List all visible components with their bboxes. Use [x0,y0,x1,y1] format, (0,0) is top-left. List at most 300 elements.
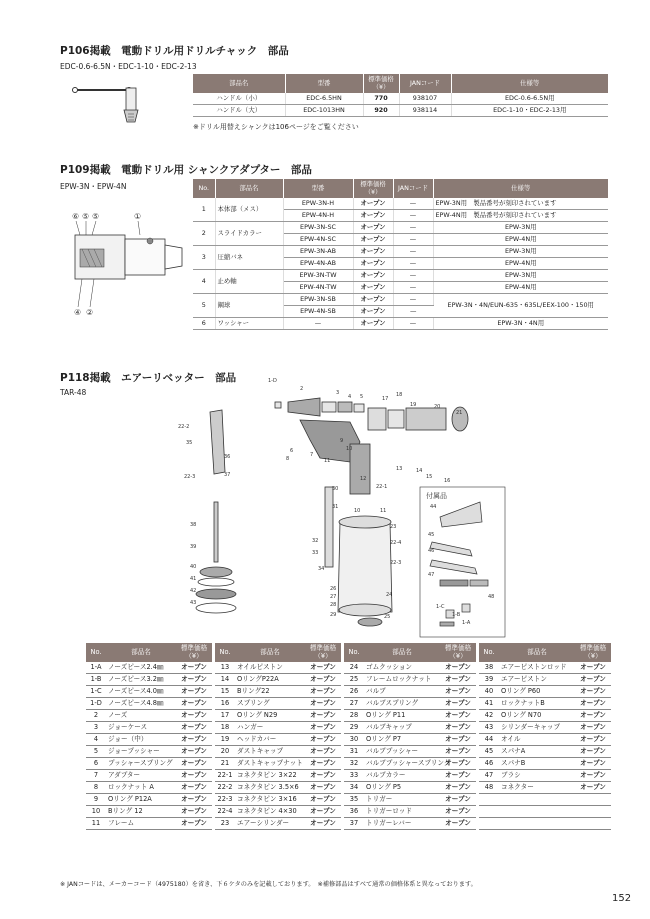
model-number: EPW-3N-SB [283,294,353,306]
part-number: 21 [215,758,235,770]
part-name [499,818,575,830]
part-number: 1-D [86,698,106,710]
diagram-label: 19 [410,402,417,408]
adapter-label-6: ⑥ [72,212,80,221]
part-name: OリングP22A [235,674,305,686]
price: オープン [575,758,611,770]
part-number: 22-3 [215,794,235,806]
part-name: ロックナットB [499,698,575,710]
part-name: シリンダーキャップ [499,722,575,734]
diagram-label: 26 [330,586,337,592]
part-number: 11 [86,818,106,830]
diagram-label: 30 [332,486,339,492]
part-name: ノーズピース4.0㎜ [106,686,176,698]
part-name: Oリング N29 [235,710,305,722]
part-number: 5 [193,294,215,318]
table-row [193,246,608,258]
table-cell: ハンドル（大） [193,105,285,117]
diagram-label: 20 [434,404,441,410]
price: オープン [575,698,611,710]
table-cell: EDC-6.5HN [285,93,363,105]
part-number: 34 [344,782,364,794]
column-header: 標準価格 （¥） [353,179,393,198]
price: オープン [353,258,393,270]
price: オープン [176,770,212,782]
part-number: 5 [86,746,106,758]
price: オープン [440,710,476,722]
model-number: — [283,318,353,330]
part-number: 1 [193,198,215,222]
price: オープン [575,770,611,782]
diagram-label: 16 [444,478,451,484]
column-header: 部品名 [193,74,285,93]
price [575,794,611,806]
table-row [193,93,608,105]
diagram-label: 15 [426,474,433,480]
section1-subtitle: EDC-0.6-6.5N・EDC-1-10・EDC-2-13 [60,62,197,71]
part-name: ロックナット A [106,782,176,794]
price: オープン [575,782,611,794]
jan-code: — [393,198,433,210]
price: オープン [575,710,611,722]
table-cell: EDC-1-10・EDC-2-13用 [451,105,608,117]
diagram-label: 6 [290,448,294,454]
price: オープン [305,698,341,710]
table-row [86,782,611,794]
diagram-label: 27 [330,594,337,600]
column-header: 部品名 [364,643,440,662]
spec: EPW-3N・4N用 [433,318,608,330]
price: オープン [353,222,393,234]
column-header: 型番 [285,74,363,93]
part-number: 22-2 [215,782,235,794]
price: オープン [305,686,341,698]
jan-code: — [393,258,433,270]
table-row [86,662,611,674]
price: オープン [305,746,341,758]
diagram-label: 13 [396,466,403,472]
spec: EPW-4N用 [433,234,608,246]
diagram-label: 22-4 [390,540,402,546]
diagram-label: 35 [186,440,193,446]
part-name: トリガー [364,794,440,806]
price: オープン [440,686,476,698]
part-number: 39 [479,674,499,686]
air-riveter-exploded-diagram [170,372,510,637]
diagram-label: 17 [382,396,389,402]
model-number: EPW-4N-SC [283,234,353,246]
part-name: スプリング [235,698,305,710]
model-number: EPW-4N-H [283,210,353,222]
part-name: ブラシ [499,770,575,782]
part-number: 40 [479,686,499,698]
price: オープン [176,662,212,674]
diagram-label: 3 [336,390,340,396]
drill-chuck-handle-illustration [72,78,172,138]
part-name: スパナA [499,746,575,758]
column-header: No. [344,643,364,662]
part-number: 38 [479,662,499,674]
price: オープン [575,722,611,734]
price: オープン [353,198,393,210]
part-number: 28 [344,710,364,722]
diagram-label: 22-1 [376,484,388,490]
spec: EPW-3N用 [433,222,608,234]
diagram-label: 21 [456,410,463,416]
part-number: 1-B [86,674,106,686]
part-name: バルブスプリング [364,698,440,710]
section2-subtitle: EPW-3N・EPW-4N [60,182,127,191]
table-row [86,758,611,770]
diagram-label: 42 [190,588,197,594]
price: オープン [440,662,476,674]
diagram-label: 41 [190,576,197,582]
part-number: 25 [344,674,364,686]
part-name: 圧縮バネ [215,246,283,270]
price: オープン [440,794,476,806]
part-name: ハンガー [235,722,305,734]
part-number: 17 [215,710,235,722]
diagram-label: 11 [324,458,331,464]
diagram-label: 1-A [462,620,471,626]
table-row [86,710,611,722]
part-number: 7 [86,770,106,782]
part-number [479,818,499,830]
part-name: ワッシャー [215,318,283,330]
part-name: 止め軸 [215,270,283,294]
price: オープン [176,734,212,746]
price: オープン [440,674,476,686]
part-name: Oリング P60 [499,686,575,698]
price: オープン [305,806,341,818]
column-header: 部品名 [235,643,305,662]
diagram-label: 1-D [268,378,277,384]
column-header: 部品名 [215,179,283,198]
diagram-label: 44 [430,504,437,510]
price: オープン [176,710,212,722]
part-number: 32 [344,758,364,770]
part-number: 19 [215,734,235,746]
part-name: ノーズ [106,710,176,722]
spec: EPW-4N用 [433,282,608,294]
part-number: 37 [344,818,364,830]
diagram-label: 43 [190,600,197,606]
price: オープン [305,794,341,806]
part-name: ゴムクッション [364,662,440,674]
price: オープン [305,782,341,794]
part-number: 22-1 [215,770,235,782]
column-header: 仕様等 [451,74,608,93]
part-name: エアーピストンロッド [499,662,575,674]
part-name: エアーシリンダー [235,818,305,830]
table-cell: 770 [363,93,399,105]
part-name: ノーズピース3.2㎜ [106,674,176,686]
price: オープン [176,818,212,830]
price: オープン [353,282,393,294]
part-number: 1-A [86,662,106,674]
part-number: 6 [193,318,215,330]
jan-code: — [393,210,433,222]
table-row [193,222,608,234]
part-number: 2 [86,710,106,722]
part-number: 35 [344,794,364,806]
diagram-label: 24 [386,592,393,598]
diagram-label: 29 [330,612,337,618]
jan-code: — [393,234,433,246]
jan-code: — [393,282,433,294]
part-name: コネクタピン 3.5×6 [235,782,305,794]
part-name: Oリング P12A [106,794,176,806]
column-header: No. [215,643,235,662]
part-name [499,794,575,806]
page-number: 152 [612,893,632,904]
part-name: バルブプッシャースプリング [364,758,440,770]
column-header: 型番 [283,179,353,198]
part-number: 14 [215,674,235,686]
table-cell: EDC-0.6-6.5N用 [451,93,608,105]
part-number: 4 [193,270,215,294]
accessory-label: 付属品 [426,492,447,500]
part-number: 33 [344,770,364,782]
part-name: コネクター [499,782,575,794]
table-row [193,294,608,306]
part-name: オイルピストン [235,662,305,674]
column-header: No. [86,643,106,662]
section3-subtitle: TAR-48 [60,388,87,397]
price: オープン [176,698,212,710]
diagram-label: 22-3 [184,474,196,480]
part-name: Oリング P11 [364,710,440,722]
table-row [86,674,611,686]
diagram-label: 40 [190,564,197,570]
part-number: 3 [86,722,106,734]
spec: EPW-3N用 [433,246,608,258]
part-name: Bリング22 [235,686,305,698]
diagram-label: 1-C [436,604,445,610]
table-cell: 938114 [399,105,451,117]
part-number [479,806,499,818]
diagram-label: 23 [390,524,397,530]
price: オープン [176,746,212,758]
model-number: EPW-3N-TW [283,270,353,282]
part-name: ダストキャップナット [235,758,305,770]
price: オープン [440,770,476,782]
part-name: コネクタピン 3×16 [235,794,305,806]
diagram-label: 10 [354,508,361,514]
diagram-label: 48 [488,594,495,600]
part-name: プッシャースプリング [106,758,176,770]
shank-adapter-illustration [60,205,190,320]
part-name: ノーズピース4.8㎜ [106,698,176,710]
part-name: コネクタピン 3×22 [235,770,305,782]
spec: EPW-3N用 [433,270,608,282]
column-header: 標準価格 （¥） [575,643,611,662]
adapter-label-5a: ⑤ [82,212,90,221]
price [575,806,611,818]
price: オープン [353,210,393,222]
column-header: 仕様等 [433,179,608,198]
price: オープン [353,294,393,306]
adapter-label-4: ④ [74,308,82,317]
price [575,818,611,830]
part-number: 48 [479,782,499,794]
column-header: No. [193,179,215,198]
part-name: バルブプッシャー [364,746,440,758]
jan-code: — [393,222,433,234]
jan-code: — [393,294,433,306]
section2-title: P109掲載 電動ドリル用 シャンクアダプター 部品 [60,164,312,176]
part-number: 23 [215,818,235,830]
part-number: 18 [215,722,235,734]
part-number: 29 [344,722,364,734]
diagram-label: 46 [428,548,435,554]
part-number: 13 [215,662,235,674]
part-number: 43 [479,722,499,734]
price: オープン [440,818,476,830]
footer-note: ※ JANコードは、メーカーコード（4975180）を省き、下６ケタのみを記載しております。 ※補修部品はすべて通常の価格体系と異なっております。 [60,881,477,888]
column-header: 標準価格 （¥） [363,74,399,93]
part-name: バルブカラー [364,770,440,782]
part-number: 9 [86,794,106,806]
price: オープン [305,818,341,830]
part-number: 30 [344,734,364,746]
diagram-label: 38 [190,522,197,528]
table-row [86,818,611,830]
part-name: アダプター [106,770,176,782]
section1-note: ※ドリル用替えシャンクは106ページをご覧ください [193,123,359,131]
part-number: 16 [215,698,235,710]
price: オープン [440,722,476,734]
jan-code: — [393,318,433,330]
price: オープン [176,758,212,770]
table-cell: 920 [363,105,399,117]
diagram-label: 37 [224,472,231,478]
price: オープン [575,734,611,746]
part-number: 3 [193,246,215,270]
price: オープン [176,782,212,794]
diagram-label: 34 [318,566,325,572]
jan-code: — [393,306,433,318]
part-name: コネクタピン 4×30 [235,806,305,818]
diagram-label: 33 [312,550,319,556]
table-row [86,698,611,710]
table-row [86,734,611,746]
part-name: バルブキャップ [364,722,440,734]
price: オープン [176,722,212,734]
section1-title: P106掲載 電動ドリル用ドリルチャック 部品 [60,45,289,57]
price: オープン [440,734,476,746]
price: オープン [305,734,341,746]
column-header: 部品名 [499,643,575,662]
table-row [193,105,608,117]
part-name: トリガーロッド [364,806,440,818]
part-number: 4 [86,734,106,746]
adapter-label-1: ① [134,212,142,221]
column-header: 標準価格 （¥） [305,643,341,662]
table-row [86,722,611,734]
adapter-label-5b: ⑤ [92,212,100,221]
column-header: 部品名 [106,643,176,662]
price: オープン [176,806,212,818]
diagram-label: 2 [300,386,304,392]
part-number: 36 [344,806,364,818]
part-name: ノーズピース2.4㎜ [106,662,176,674]
diagram-label: 45 [428,532,435,538]
table-row [86,686,611,698]
jan-code: — [393,246,433,258]
price: オープン [305,758,341,770]
price: オープン [353,246,393,258]
part-name: ジョーケース [106,722,176,734]
model-number: EPW-3N-SC [283,222,353,234]
part-number: 45 [479,746,499,758]
part-number: 22-4 [215,806,235,818]
price: オープン [575,674,611,686]
table-row [86,770,611,782]
part-name: ジョープッシャー [106,746,176,758]
price: オープン [305,722,341,734]
part-number: 24 [344,662,364,674]
diagram-label: 22-2 [178,424,190,430]
part-number: 8 [86,782,106,794]
price: オープン [440,698,476,710]
table-row [193,318,608,330]
diagram-label: 39 [190,544,197,550]
price: オープン [305,770,341,782]
price: オープン [575,746,611,758]
part-name: フレームロックナット [364,674,440,686]
part-name: トリガーレバー [364,818,440,830]
part-number: 41 [479,698,499,710]
price: オープン [440,746,476,758]
part-name: バルブ [364,686,440,698]
part-name: スライドカラー [215,222,283,246]
price: オープン [305,710,341,722]
part-number: 2 [193,222,215,246]
spec: EPW-3N・4N/EUN-635・635L/EEX-100・150用 [433,294,608,318]
part-number: 42 [479,710,499,722]
part-name: ジョー（中） [106,734,176,746]
adapter-label-2: ② [86,308,94,317]
part-number: 15 [215,686,235,698]
part-name: エアーピストン [499,674,575,686]
part-name: スパナB [499,758,575,770]
table-cell: EDC-1013HN [285,105,363,117]
diagram-label: 32 [312,538,319,544]
column-header: 標準価格 （¥） [440,643,476,662]
price: オープン [305,662,341,674]
price: オープン [440,782,476,794]
part-number: 20 [215,746,235,758]
diagram-label: 12 [360,476,367,482]
price: オープン [440,806,476,818]
diagram-label: 14 [416,468,423,474]
spec: EPW-4N用 [433,258,608,270]
table-row [193,198,608,210]
price: オープン [353,306,393,318]
spec: EPW-3N用 製品番号が刻印されています [433,198,608,210]
diagram-label: 5 [360,394,364,400]
diagram-label: 4 [348,394,352,400]
diagram-label: 1-B [452,612,461,618]
price: オープン [440,758,476,770]
diagram-label: 7 [310,452,314,458]
part-name [499,806,575,818]
model-number: EPW-3N-H [283,198,353,210]
table-row [86,806,611,818]
drill-chuck-parts-table [193,74,608,117]
column-header: No. [479,643,499,662]
